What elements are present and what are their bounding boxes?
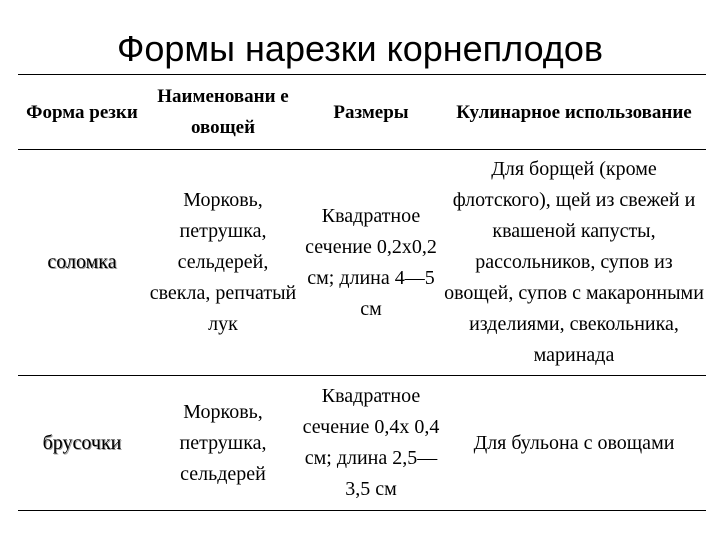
header-culinary-use: Кулинарное использование (456, 101, 692, 123)
cell-vegetables: Морковь, петрушка, сельдерей, свекла, репчатый лук (149, 189, 297, 335)
cell-cut-form: соломка (47, 251, 117, 273)
header-cut-form: Форма резки (26, 101, 138, 123)
cell-vegetables: Морковь, петрушка, сельдерей (179, 400, 267, 485)
slide-title: Формы нарезки корнеплодов (117, 28, 603, 69)
table-row (18, 376, 706, 511)
cutting-forms-table (18, 74, 706, 511)
table-header-row (18, 75, 706, 150)
cell-sizes: Квадратное сечение 0,2х0,2 см; длина 4—5 см (305, 204, 437, 320)
header-vegetables: Наименовани е овощей (157, 86, 289, 138)
header-sizes: Размеры (333, 101, 409, 123)
table-row (18, 150, 706, 376)
cell-sizes: Квадратное сечение 0,4х 0,4 см; длина 2,5—3,5 см (302, 385, 440, 500)
cell-culinary-use: Для бульона с овощами (473, 431, 675, 454)
cell-cut-form: брусочки (42, 431, 122, 454)
cell-culinary-use: Для борщей (кроме флотского), щей из свежей и квашеной капусты, рассольников, супов из овощей, супов с макаронными изделиями, свекольника, маринада (444, 158, 704, 366)
